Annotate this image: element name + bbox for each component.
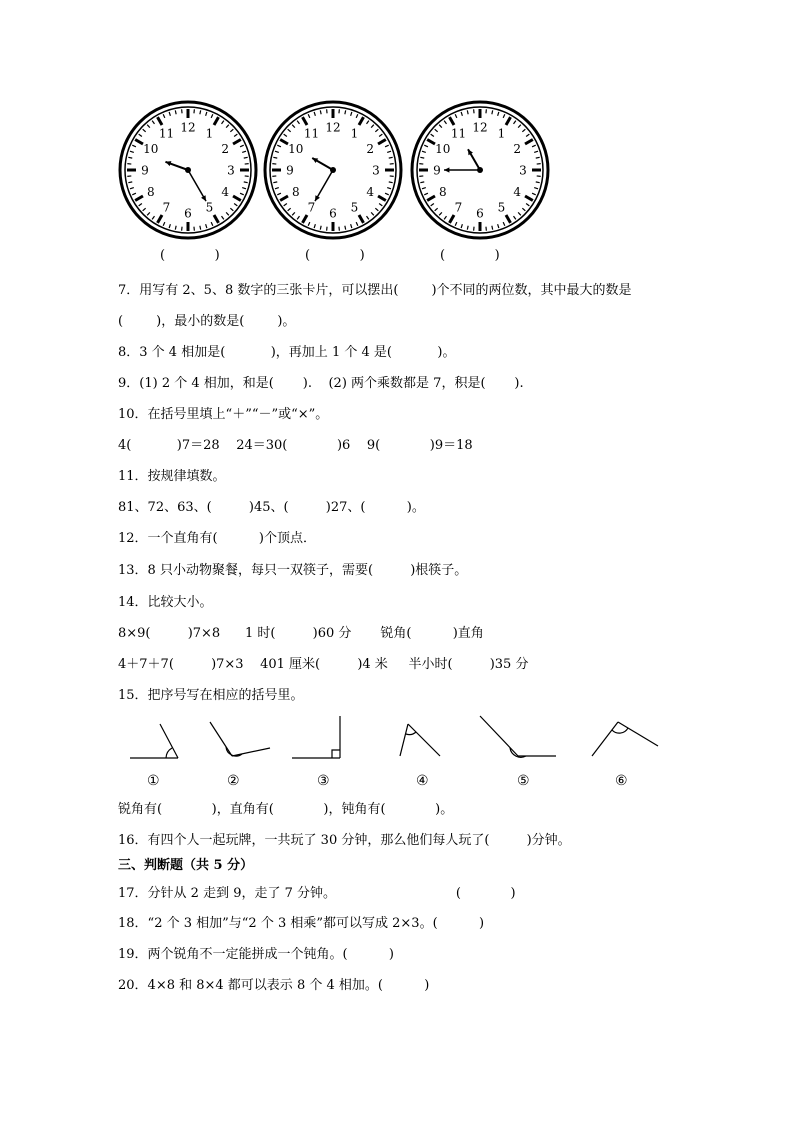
clock-number: 7	[162, 200, 171, 215]
clock-minute-tick	[420, 182, 424, 183]
clock-minute-tick	[128, 157, 132, 158]
clock-center-pin	[477, 167, 483, 173]
angle-1-figure	[130, 724, 178, 758]
clock-minute-tick	[320, 226, 321, 230]
clock-minute-tick	[244, 157, 248, 158]
clock-number: 3	[372, 163, 380, 178]
angle-6-label: ⑥	[615, 773, 628, 789]
clock-number: 2	[513, 142, 522, 156]
clock-minute-tick	[492, 226, 493, 230]
angle-4-label: ④	[416, 773, 429, 789]
question-9: 9．(1) 2 个 4 相加，和是( ). (2) 两个乘数都是 7，积是( ).	[118, 376, 524, 391]
clock-number: 11	[303, 126, 320, 141]
clock-number: 3	[519, 163, 527, 178]
question-14: 14．比较大小。	[118, 595, 213, 610]
clock-number: 5	[350, 200, 359, 215]
clock-minute-tick	[320, 110, 321, 114]
clock-number: 8	[438, 185, 447, 199]
section-3-heading: 三、判断题（共 5 分）	[118, 858, 254, 873]
question-15-answers: 锐角有( )，直角有( )，钝角有( )。	[118, 802, 454, 817]
clock-minute-tick	[175, 110, 176, 114]
clock-number: 1	[497, 126, 506, 141]
clock-number: 1	[350, 126, 359, 141]
clock-number: 4	[366, 185, 375, 199]
clock-minute-tick	[345, 110, 346, 114]
clock-number: 4	[513, 185, 522, 199]
clock-number: 7	[454, 200, 463, 215]
clock-3	[410, 100, 550, 240]
question-10: 10．在括号里填上“＋”“－”或“×”。	[118, 407, 329, 422]
question-18: 18．“2 个 3 相加”与“2 个 3 相乘”都可以写成 2×3。( )	[118, 916, 485, 931]
clock-number: 2	[221, 142, 230, 156]
clock-number: 5	[497, 200, 506, 215]
clock-number: 1	[205, 126, 214, 141]
clock-number: 12	[472, 120, 488, 135]
angle-figures	[118, 712, 678, 772]
angle-5-figure	[480, 716, 556, 757]
clock-number: 6	[476, 206, 484, 221]
clock-number: 12	[180, 120, 196, 135]
clock-minute-tick	[244, 182, 248, 183]
clock-minute-tick	[467, 226, 468, 230]
clock-minute-tick	[345, 226, 346, 230]
clock-number: 4	[221, 185, 230, 199]
clock-1-answer-paren[interactable]: ( )	[160, 248, 220, 263]
clock-number: 5	[205, 200, 214, 215]
clock-minute-tick	[175, 226, 176, 230]
clock-minute-tick	[128, 182, 132, 183]
question-12: 12．一个直角有( )个顶点．	[118, 531, 317, 546]
clock-minute-tick	[273, 157, 277, 158]
clock-number: 11	[450, 126, 467, 141]
clock-2-answer-paren[interactable]: ( )	[305, 248, 365, 263]
clock-1	[118, 100, 258, 240]
clock-number: 6	[329, 206, 337, 221]
clock-number: 8	[291, 185, 300, 199]
angle-2-figure	[210, 722, 270, 756]
question-15: 15．把序号写在相应的括号里。	[118, 688, 304, 703]
question-13: 13．8 只小动物聚餐，每只一双筷子，需要( )根筷子。	[118, 563, 468, 578]
clock-center-pin	[330, 167, 336, 173]
question-10-blanks: 4( )7＝28 24＝30( )6 9( )9＝18	[118, 438, 473, 453]
clock-minute-tick	[536, 157, 540, 158]
clock-minute-tick	[420, 157, 424, 158]
angle-5-label: ⑤	[517, 773, 530, 789]
question-11-sequence: 81、72、63、( )45、( )27、( )。	[118, 500, 425, 515]
clock-number: 9	[286, 163, 294, 178]
question-14-row-1: 8×9( )7×8 1 时( )60 分 锐角( )直角	[118, 626, 484, 641]
clock-2	[263, 100, 403, 240]
angle-4-figure	[400, 724, 440, 756]
question-17: 17．分针从 2 走到 9，走了 7 分钟。 ( )	[118, 886, 516, 901]
clock-number: 7	[307, 200, 316, 215]
clock-number: 11	[158, 126, 175, 141]
clock-number: 10	[288, 142, 304, 156]
question-19: 19．两个锐角不一定能拼成一个钝角。( )	[118, 947, 395, 962]
angle-3-label: ③	[317, 773, 330, 789]
clock-number: 8	[146, 185, 155, 199]
angle-6-figure	[592, 722, 658, 756]
question-20: 20．4×8 和 8×4 都可以表示 8 个 4 相加。( )	[118, 978, 430, 993]
clock-minute-tick	[200, 110, 201, 114]
clock-number: 9	[433, 163, 441, 178]
clock-minute-tick	[389, 182, 393, 183]
angle-1-label: ①	[147, 773, 160, 789]
clock-number: 3	[227, 163, 235, 178]
clock-minute-tick	[492, 110, 493, 114]
clock-center-pin	[185, 167, 191, 173]
clock-number: 9	[141, 163, 149, 178]
clock-minute-tick	[467, 110, 468, 114]
clock-number: 6	[184, 206, 192, 221]
question-7-line-1: 7．用写有 2、5、8 数字的三张卡片，可以摆出( )个不同的两位数，其中最大的数是	[118, 283, 632, 298]
clock-number: 10	[435, 142, 451, 156]
clock-minute-tick	[273, 182, 277, 183]
clock-number: 12	[325, 120, 341, 135]
question-16: 16．有四个人一起玩牌，一共玩了 30 分钟，那么他们每人玩了( )分钟。	[118, 833, 571, 848]
question-8: 8．3 个 4 相加是( )，再加上 1 个 4 是( )。	[118, 345, 456, 360]
question-14-row-2: 4＋7＋7( )7×3 401 厘米( )4 米 半小时( )35 分	[118, 657, 529, 672]
clock-3-answer-paren[interactable]: ( )	[440, 248, 500, 263]
angle-2-label: ②	[227, 773, 240, 789]
question-11: 11．按规律填数。	[118, 469, 226, 484]
clock-number: 2	[366, 142, 375, 156]
question-7-line-2: ( )，最小的数是( )。	[118, 314, 296, 329]
clock-minute-tick	[200, 226, 201, 230]
angle-3-figure	[292, 716, 340, 758]
clock-minute-tick	[389, 157, 393, 158]
clock-minute-tick	[536, 182, 540, 183]
clock-number: 10	[143, 142, 159, 156]
